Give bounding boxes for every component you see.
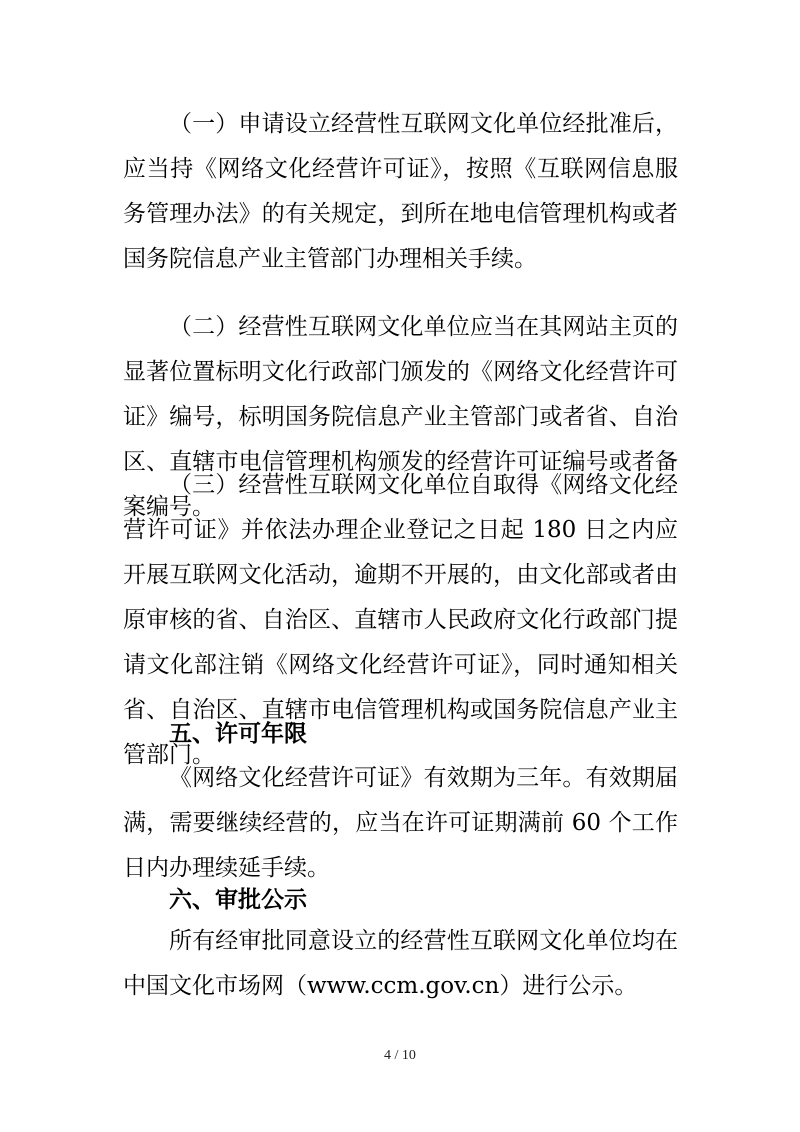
paragraph-license-term: 《网络文化经营许可证》有效期为三年。有效期届满，需要继续经营的，应当在许可证期满前 60 个工作日内办理续延手续。 <box>123 765 678 881</box>
paragraph-item-1: （一）申请设立经营性互联网文化单位经批准后，应当持《网络文化经营许可证》，按照《互联网信息服务管理办法》的有关规定，到所在地电信管理机构或者国务院信息产业主管部门办理相关手续。 <box>123 111 678 272</box>
section-heading-approval-notice: 六、审批公示 <box>169 886 307 913</box>
paragraph-approval-notice: 所有经审批同意设立的经营性互联网文化单位均在中国文化市场网（www.ccm.gov.cn）进行公示。 <box>123 928 678 999</box>
paragraph-item-2: （二）经营性互联网文化单位应当在其网站主页的显著位置标明文化行政部门颁发的《网络文化经营许可证》编号，标明国务院信息产业主管部门或者省、自治区、直辖市电信管理机构颁发的经营许可证编号或者备案编号。 <box>123 314 678 520</box>
page-number: 4 / 10 <box>384 1048 416 1063</box>
section-heading-license-term: 五、许可年限 <box>169 720 307 747</box>
paragraph-item-3: （三）经营性互联网文化单位自取得《网络文化经营许可证》并依法办理企业登记之日起 180 日之内应开展互联网文化活动，逾期不开展的，由文化部或者由原审核的省、自治区、直辖市人民政府文化行政部门提请文化部注销《网络文化经营许可证》，同时通知相关省、自治区、直辖市电信管理机构或国务院信息产业主管部门。 <box>123 472 678 768</box>
